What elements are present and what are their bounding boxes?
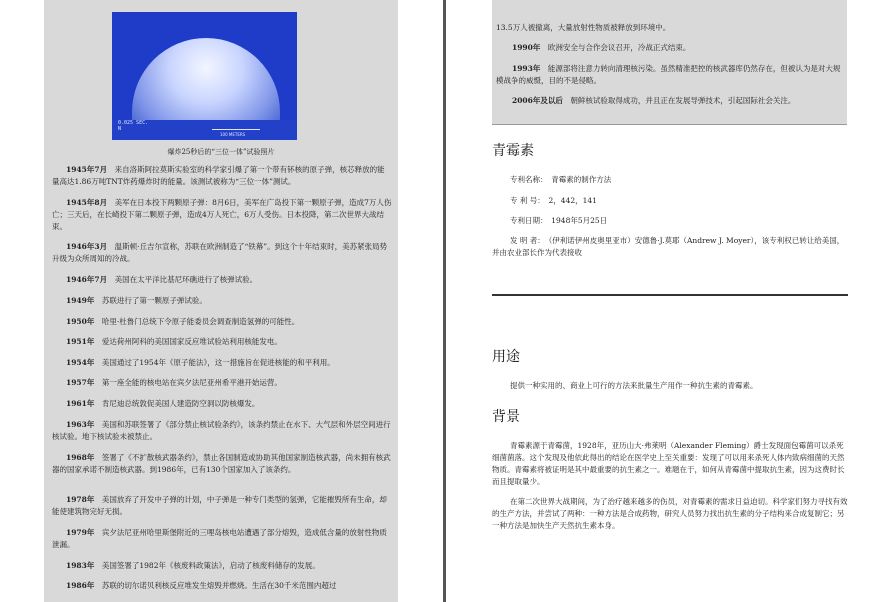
page-gutter [398, 0, 446, 602]
timeline-entry: 1954年 美国通过了1954年《原子能法》，这一措施旨在促进核能的和平利用。 [66, 358, 335, 367]
figure-caption: 爆炸25秒后的“三位一体”试验照片 [167, 148, 275, 156]
section-title: 青霉素 [492, 143, 534, 159]
timeline-entry: 1945年7月 来自洛斯阿拉莫斯实验室的科学家引爆了第一个带有钚核的原子弹，核芯释放的能量高达1.86万吨TNT炸药爆炸时的能量。该测试被称为“三位一体”测试。 [52, 165, 385, 186]
timeline-entry: 1957年 第一座全能的核电站在宾夕法尼亚州希平港开始运营。 [66, 378, 282, 387]
background-paragraph: 青霉素源于青霉菌，1928年，亚历山大·弗莱明（Alexander Fleming）爵士发现面包霉菌可以杀死细菌菌落。这个发现及他依此得出的结论在医学史上至关重要：发现了可以用来杀死人体内致病细菌的天然物质。青霉素将被证明是其中最重要的抗生素之一。难题在于，如何从青霉菌中提取抗生素，因为这费时长而且提取量少。 [492, 441, 845, 486]
section-divider [492, 294, 848, 296]
timeline-entry: 1978年 美国放弃了开发中子弹的计划，中子弹是一种专门类型的氢弹，它能摧毁所有生命，却能使建筑物完好无损。 [52, 495, 387, 516]
timeline-entry: 1986年 苏联的切尔诺贝利核反应堆发生熔毁并燃烧。生活在30千米范围内超过 [66, 581, 337, 590]
timeline-entry: 1968年 签署了《不扩散核武器条约》，禁止各国制造或协助其他国家制造核武器，尚未拥有核武器的国家承诺不制造核武器。到1986年，已有130个国家加入了该条约。 [52, 453, 391, 474]
timeline-entry: 1961年 肯尼迪总统敦促美国人建造防空洞以防核爆发。 [66, 399, 260, 408]
patent-date: 专利日期： 1948年5月25日 [510, 216, 608, 225]
timeline-entry: 1951年 爱达荷州阿科的美国国家反应堆试验站利用核能发电。 [66, 337, 282, 346]
timeline-entry: 1946年7月 美国在太平洋比基尼环礁进行了核弹试验。 [66, 275, 258, 284]
use-text: 提供一种实用的、商业上可行的方法来批量生产用作一种抗生素的青霉素。 [510, 381, 758, 390]
timeline-entry: 1945年8月 美军在日本投下两颗原子弹：8月6日，美军在广岛投下第一颗原子弹，造成7万人伤亡；三天后，在长崎投下第二颗原子弹，造成4万人死亡，6万人受伤。日本投降，第二次世界大战结束。 [52, 198, 392, 231]
trinity-test-photo [112, 12, 297, 140]
photo-scale-bar [212, 129, 260, 130]
photo-time-label: 0.025 SEC. N [118, 120, 149, 132]
patent-number: 专 利 号： 2，442，141 [510, 196, 597, 205]
timeline-entry: 1950年 哈里·杜鲁门总统下令原子能委员会调查制造氢弹的可能性。 [66, 317, 300, 326]
timeline-entry: 1979年 宾夕法尼亚州哈里斯堡附近的三哩岛核电站遭遇了部分熔毁，造成低含量的放射性物质泄漏。 [52, 528, 387, 549]
use-heading: 用途 [492, 349, 520, 365]
patent-inventor: 发 明 者： （伊利诺伊州皮奥里亚市）安德鲁·J.莫耶（Andrew J. Moyer），该专利权已转让给美国，并由农业部长作为代表接收 [492, 236, 845, 257]
timeline-entry: 1983年 美国签署了1982年《核废料政策法》，启动了核废料储存的发展。 [66, 561, 320, 570]
photo-scale-label: 100 METERS [220, 132, 246, 137]
timeline-entry: 2006年及以后 朝鲜核试验取得成功，并且正在发展导弹技术，引起国际社会关注。 [512, 96, 796, 105]
patent-name: 专利名称： 青霉素的制作方法 [510, 175, 612, 184]
timeline-entry: 1990年 欧洲安全与合作会议召开，冷战正式结束。 [512, 43, 691, 52]
timeline-entry: 1949年 苏联进行了第一颗原子弹试验。 [66, 296, 207, 305]
timeline-entry: 1946年3月 温斯顿·丘吉尔宣称，苏联在欧洲制造了“铁幕”。到这个十年结束时，美苏紧张局势升级为众所周知的冷战。 [52, 242, 388, 263]
timeline-continuation: 13.5万人被撤离，大量放射性物质被释放到环境中。 [496, 23, 671, 32]
timeline-entry: 1993年 能源部将注意力转向清理核污染。虽然精准把控的核武器库仍然存在，但被认为是对大规模战争的威慑，目的不是侵略。 [496, 64, 841, 85]
background-paragraph: 在第二次世界大战期间，为了治疗越来越多的伤员，对青霉素的需求日益迫切。科学家们努力寻找有效的生产方法，并尝试了两种：一种方法是合成药物，研究人员努力找出抗生素的分子结构来合成复制它；另一种方法是加快生产天然抗生素本身。 [492, 497, 848, 530]
background-heading: 背景 [492, 409, 520, 425]
left-margin [0, 0, 44, 602]
timeline-entry: 1963年 美国和苏联签署了《部分禁止核试验条约》，该条约禁止在水下、大气层和外层空间进行核试验。地下核试验未被禁止。 [52, 420, 391, 441]
